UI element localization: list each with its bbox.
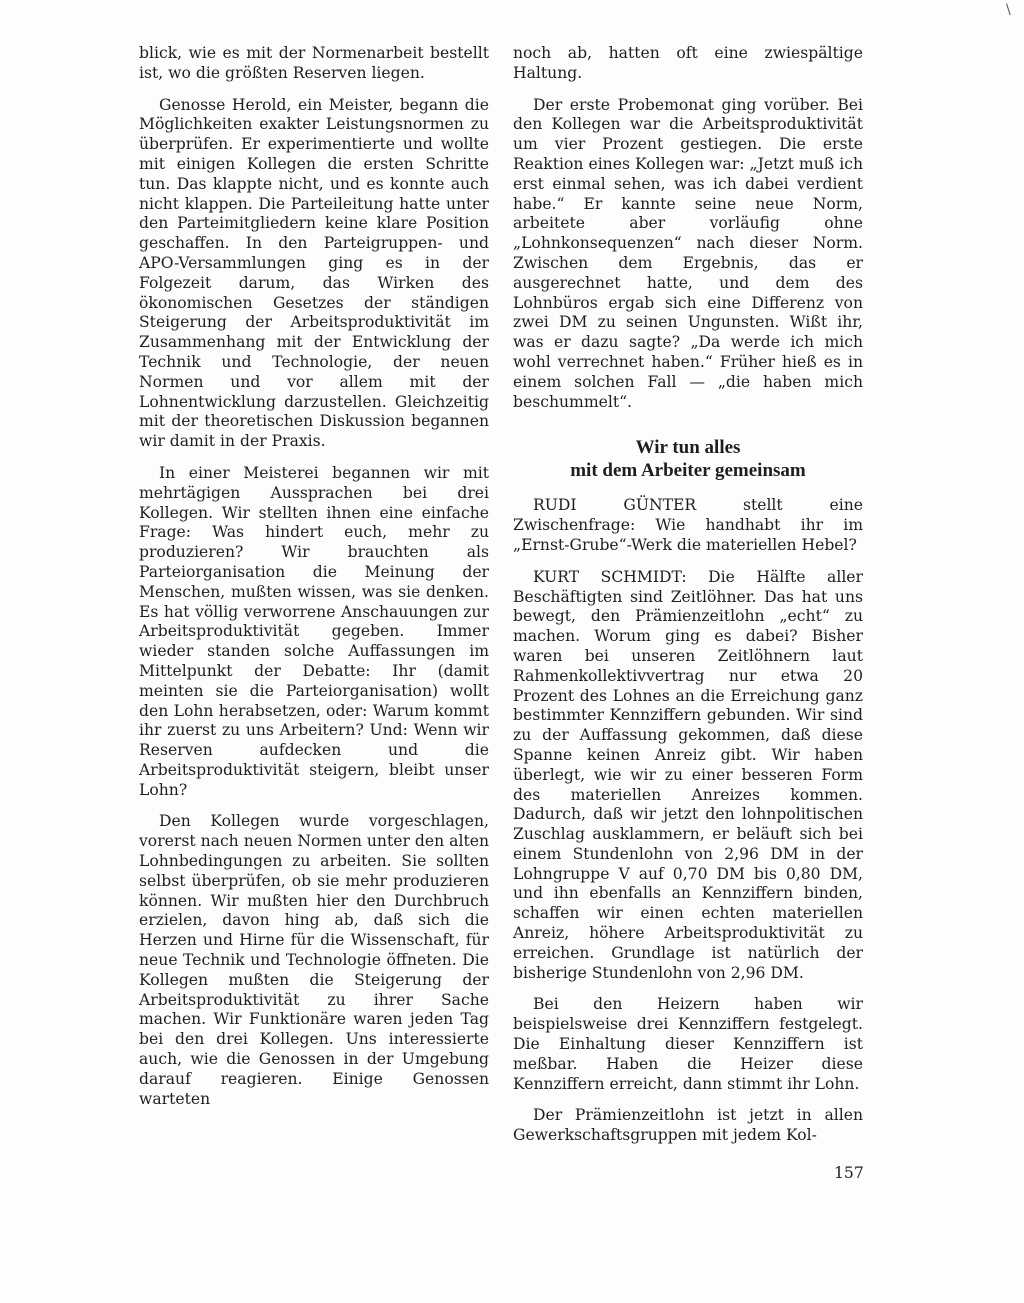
section-heading [513, 436, 863, 482]
paragraph: Der erste Probemonat ging vorüber. Bei den Kollegen war die Arbeitsproduktivität um vier Prozent gestiegen. Die erste Reaktion eines Kollegen war: „Jetzt muß ich erst einmal sehen, was ich dabei verdient habe.“ Er kannte seine neue Norm, arbeitete aber vorläufig ohne „Lohnkonsequenzen“ nach dieser Norm. Zwischen dem Ergebnis, das er ausgerechnet hatte, und dem des Lohnbüros ergab sich eine Differenz von zwei DM zu seinen Ungunsten. Wißt ihr, was er dazu sagte? „Da werde ich mich wohl verrechnet haben.“ Früher hieß es in einem solchen Fall — „die haben mich beschummelt“. [513, 95, 863, 411]
paragraph: Den Kollegen wurde vorgeschlagen, vorerst nach neuen Normen unter den alten Lohnbedingungen zu arbeiten. Sie sollten selbst überprüfen, ob sie mehr produzieren können. Wir mußten hier den Durchbruch erzielen, davon hing ab, daß sich die Herzen und Hirne für die Wissenschaft, für neue Technik und Technologie öffneten. Die Kollegen mußten die Steigerung der Arbeitsproduktivität zu ihrer Sache machen. Wir Funktionäre waren jeden Tag bei den drei Kollegen. Uns interessierte auch, wie die Genossen in der Umgebung darauf reagieren. Einige Genossen warteten [139, 812, 489, 1108]
paragraph: Genosse Herold, ein Meister, begann die Möglichkeiten exakter Leistungsnormen zu überprüfen. Er experimentierte und wollte mit einigen Kollegen die ersten Schritte tun. Das klappte nicht, und es konnte auch nicht klappen. Die Parteileitung hatte unter den Parteimitgliedern keine klare Position geschaffen. In den Parteigruppen- und APO-Versammlungen ging es in der Folgezeit darum, das Wirken des ökonomischen Gesetzes der ständigen Steigerung der Arbeitsproduktivität im Zusammenhang mit der Entwicklung der Technik und Technologie, der neuen Normen und vor allem mit der Lohnentwicklung darzustellen. Gleichzeitig mit der theoretischen Diskussion begannen wir damit in der Praxis. [139, 95, 489, 451]
paragraph: KURT SCHMIDT: Die Hälfte aller Beschäftigten sind Zeitlöhner. Das hat uns bewegt, den Prämienzeitlohn „echt“ zu machen. Worum ging es dabei? Bisher waren bei unseren Zeitlöhnern laut Rahmenkollektivvertrag nur etwa 20 Prozent des Lohnes an die Erreichung ganz bestimmter Kennziffern gebunden. Wir sind zu der Auffassung gekommen, daß diese Spanne keinen Anreiz gibt. Wir haben überlegt, wie wir zu einer besseren Form des materiellen Anreizes kommen. Dadurch, daß wir jetzt den lohnpolitischen Zuschlag ausklammern, er beläuft sich bei einem Stundenlohn von 2,96 DM in der Lohngruppe V auf 0,70 DM bis 0,80 DM, und ihn ebenfalls an Kennziffern binden, schaffen wir einen echten materiellen Anreiz, höhere Arbeitsproduktivität zu erreichen. Grundlage ist natürlich der bisherige Stundenlohn von 2,96 DM. [513, 567, 863, 982]
paragraph: blick, wie es mit der Normenarbeit bestellt ist, wo die größten Reserven liegen. [139, 44, 489, 82]
left-column [139, 44, 489, 1121]
section-heading-line: Wir tun alles [635, 437, 741, 459]
page-number: 157 [834, 1164, 864, 1182]
paragraph: Bei den Heizern haben wir beispielsweise drei Kennziffern festgelegt. Die Einhaltung dieser Kennziffern ist meßbar. Haben die Heizer diese Kennziffern erreicht, dann stimmt ihr Lohn. [513, 995, 863, 1093]
right-column [513, 44, 863, 1158]
section-heading-line: mit dem Arbeiter gemeinsam [570, 460, 806, 482]
paragraph: In einer Meisterei begannen wir mit mehrtägigen Aussprachen bei drei Kollegen. Wir stellten ihnen eine einfache Frage: Was hindert euch, mehr zu produzieren? Wir brauchten als Parteiorganisation die Meinung der Menschen, mußten wissen, was sie denken. Es hat völlig verworrene Anschauungen zur Arbeitsproduktivität gegeben. Immer wieder standen solche Auffassungen im Mittelpunkt der Debatte: Ihr (damit meinten sie die Parteiorganisation) wollt den Lohn herabsetzen, oder: Warum kommt ihr zuerst zu uns Arbeitern? Und: Wenn wir Reserven aufdecken und die Arbeitsproduktivität steigern, bleibt unser Lohn? [139, 463, 489, 799]
paragraph: RUDI GÜNTER stellt eine Zwischenfrage: Wie handhabt ihr im „Ernst-Grube“-Werk die materiellen Hebel? [513, 496, 863, 554]
paragraph: noch ab, hatten oft eine zwiespältige Haltung. [513, 44, 863, 82]
paragraph: Der Prämienzeitlohn ist jetzt in allen Gewerkschaftsgruppen mit jedem Kol- [513, 1106, 863, 1145]
scan-mark: \ [1006, 2, 1011, 18]
